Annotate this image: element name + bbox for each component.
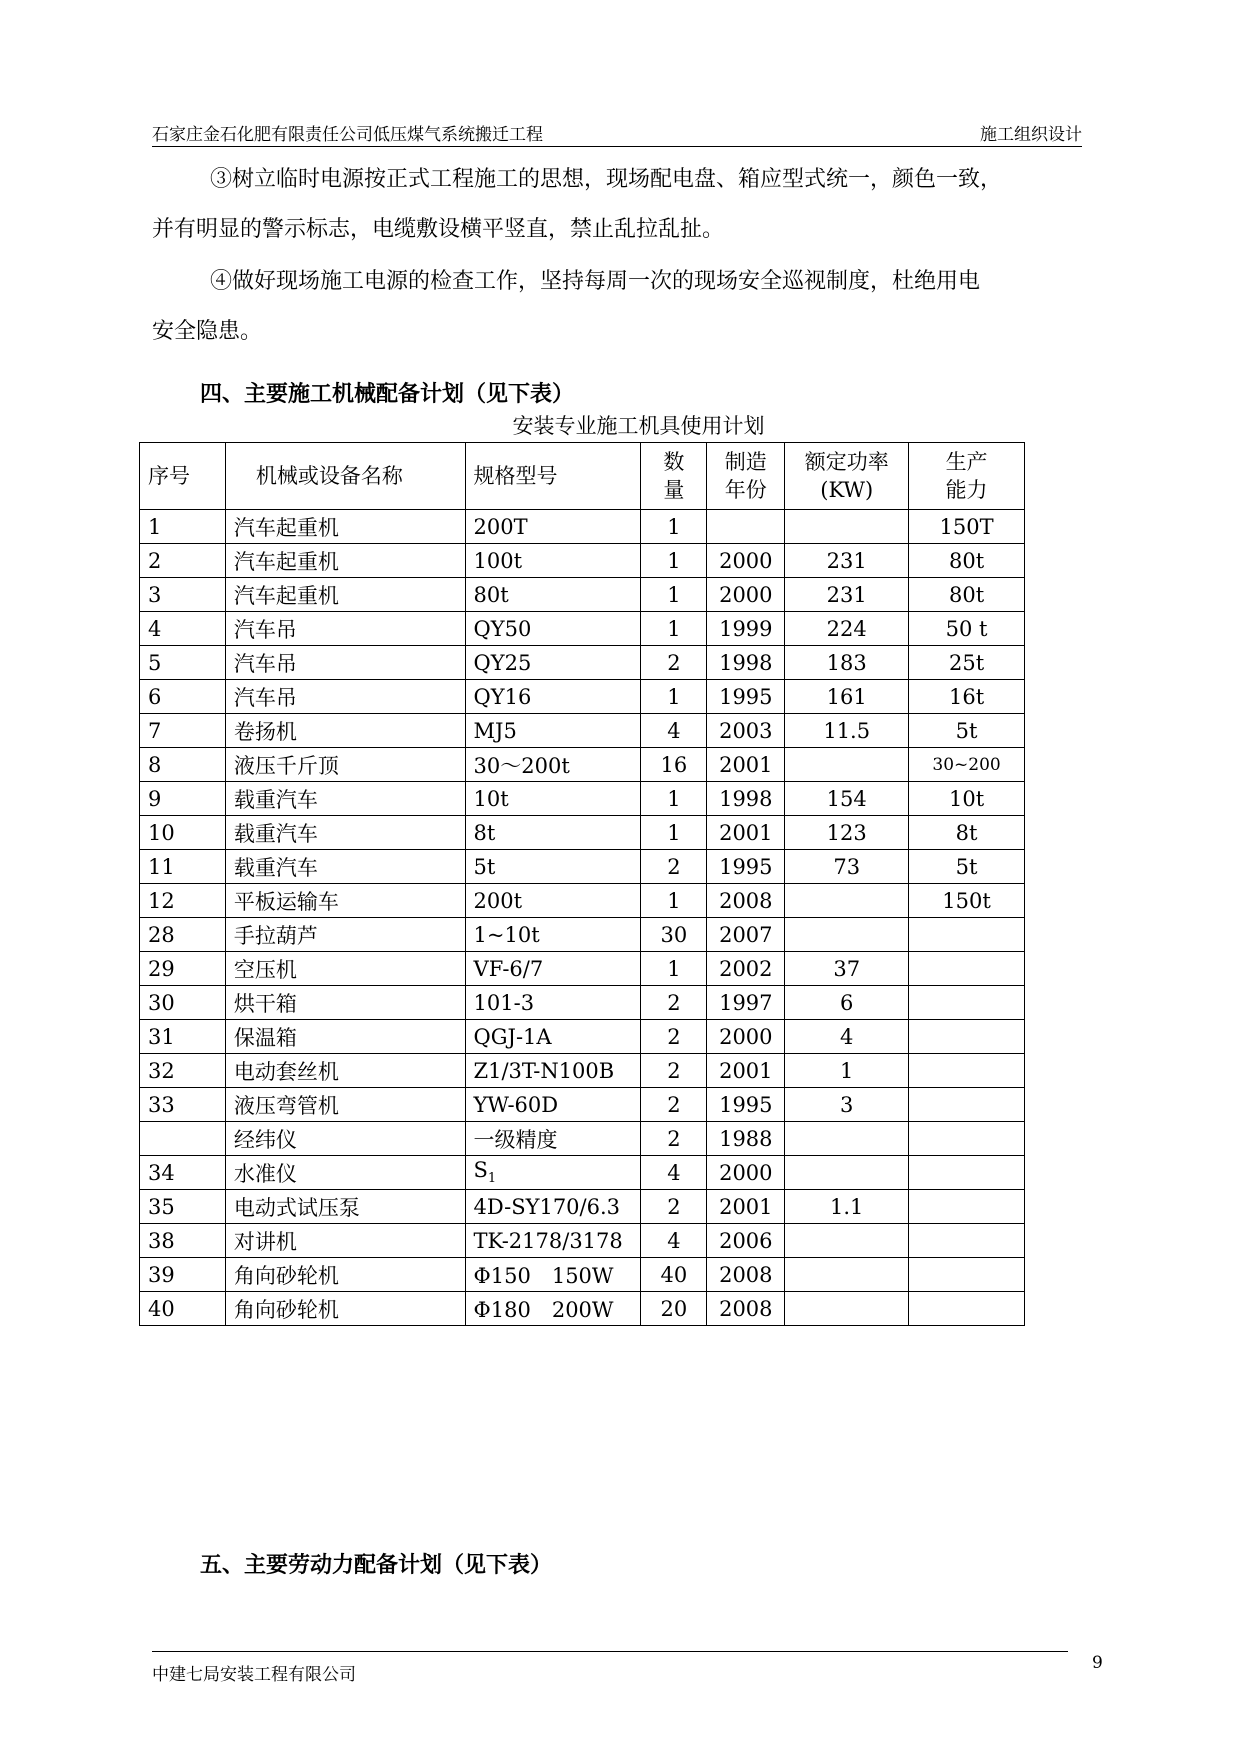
cell-spec: 4D-SY170/6.3 <box>465 1190 641 1224</box>
cell-name: 平板运输车 <box>225 884 465 918</box>
cell-year: 2001 <box>707 1054 785 1088</box>
header-name: 机械或设备名称 <box>225 443 465 510</box>
cell-power <box>785 1224 909 1258</box>
cell-spec: QY50 <box>465 612 641 646</box>
cell-spec: QY16 <box>465 680 641 714</box>
cell-capacity <box>909 1020 1025 1054</box>
cell-qty: 40 <box>641 1258 707 1292</box>
header-spec: 规格型号 <box>465 443 641 510</box>
cell-qty: 30 <box>641 918 707 952</box>
cell-no: 34 <box>140 1156 226 1190</box>
cell-year: 1995 <box>707 680 785 714</box>
cell-power <box>785 1156 909 1190</box>
cell-year: 2008 <box>707 1292 785 1326</box>
cell-capacity: 5t <box>909 850 1025 884</box>
cell-no: 31 <box>140 1020 226 1054</box>
cell-spec: 100t <box>465 544 641 578</box>
cell-no: 1 <box>140 510 226 544</box>
table-row <box>140 714 1025 748</box>
paragraph-3 <box>152 155 1092 255</box>
table-row <box>140 544 1025 578</box>
cell-name: 液压弯管机 <box>225 1088 465 1122</box>
cell-year: 2003 <box>707 714 785 748</box>
cell-year: 2000 <box>707 578 785 612</box>
cell-power <box>785 1122 909 1156</box>
cell-no: 32 <box>140 1054 226 1088</box>
cell-spec: 1~10t <box>465 918 641 952</box>
cell-name: 汽车起重机 <box>225 544 465 578</box>
cell-power: 224 <box>785 612 909 646</box>
cell-capacity: 8t <box>909 816 1025 850</box>
cell-spec: 一级精度 <box>465 1122 641 1156</box>
cell-no: 29 <box>140 952 226 986</box>
cell-qty: 2 <box>641 1020 707 1054</box>
cell-year: 2008 <box>707 1258 785 1292</box>
cell-qty: 16 <box>641 748 707 782</box>
cell-qty: 2 <box>641 1122 707 1156</box>
cell-qty: 2 <box>641 986 707 1020</box>
cell-year: 1997 <box>707 986 785 1020</box>
cell-name: 汽车起重机 <box>225 510 465 544</box>
table-row <box>140 510 1025 544</box>
cell-name: 烘干箱 <box>225 986 465 1020</box>
cell-year: 1999 <box>707 612 785 646</box>
table-row <box>140 782 1025 816</box>
cell-name: 对讲机 <box>225 1224 465 1258</box>
equipment-table <box>139 442 1025 1326</box>
cell-no: 28 <box>140 918 226 952</box>
cell-qty: 20 <box>641 1292 707 1326</box>
cell-spec: 8t <box>465 816 641 850</box>
header-project-title: 石家庄金石化肥有限责任公司低压煤气系统搬迁工程 <box>152 125 543 145</box>
cell-capacity: 30~200 <box>909 748 1025 782</box>
cell-qty: 1 <box>641 680 707 714</box>
section-4-heading: 四、主要施工机械配备计划（见下表） <box>200 381 575 407</box>
page-footer <box>152 1651 1068 1685</box>
cell-qty: 4 <box>641 714 707 748</box>
cell-capacity <box>909 952 1025 986</box>
table-row <box>140 1088 1025 1122</box>
table-row <box>140 918 1025 952</box>
table-row <box>140 646 1025 680</box>
paragraph-4-line1: ④做好现场施工电源的检查工作，坚持每周一次的现场安全巡视制度，杜绝用电 <box>210 269 981 294</box>
header-qty: 数 量 <box>641 443 707 510</box>
table-row <box>140 952 1025 986</box>
table-header-row <box>140 443 1025 510</box>
cell-no: 30 <box>140 986 226 1020</box>
cell-power <box>785 1292 909 1326</box>
paragraph-4 <box>152 257 1092 357</box>
cell-spec: 30～200t <box>465 748 641 782</box>
cell-qty: 1 <box>641 544 707 578</box>
cell-name: 卷扬机 <box>225 714 465 748</box>
cell-spec: YW-60D <box>465 1088 641 1122</box>
cell-name: 汽车起重机 <box>225 578 465 612</box>
cell-year: 2001 <box>707 1190 785 1224</box>
cell-no: 5 <box>140 646 226 680</box>
cell-year: 1998 <box>707 782 785 816</box>
cell-capacity: 5t <box>909 714 1025 748</box>
cell-no: 3 <box>140 578 226 612</box>
page-number: 9 <box>1092 1653 1103 1673</box>
cell-no: 12 <box>140 884 226 918</box>
table-row <box>140 578 1025 612</box>
cell-qty: 1 <box>641 884 707 918</box>
cell-power: 183 <box>785 646 909 680</box>
cell-no: 4 <box>140 612 226 646</box>
table-row <box>140 612 1025 646</box>
cell-spec: Z1/3T-N100B <box>465 1054 641 1088</box>
cell-name: 水准仪 <box>225 1156 465 1190</box>
cell-no: 8 <box>140 748 226 782</box>
table-row <box>140 884 1025 918</box>
paragraph-3-line1: ③树立临时电源按正式工程施工的思想，现场配电盘、箱应型式统一，颜色一致， <box>210 167 1003 192</box>
cell-spec: Φ180 200W <box>465 1292 641 1326</box>
cell-no: 39 <box>140 1258 226 1292</box>
cell-name: 角向砂轮机 <box>225 1292 465 1326</box>
cell-no: 2 <box>140 544 226 578</box>
cell-power: 1.1 <box>785 1190 909 1224</box>
paragraph-4-line2: 安全隐患。 <box>152 319 263 344</box>
section-5-heading: 五、主要劳动力配备计划（见下表） <box>200 1552 553 1578</box>
cell-power: 11.5 <box>785 714 909 748</box>
cell-name: 液压千斤顶 <box>225 748 465 782</box>
cell-name: 空压机 <box>225 952 465 986</box>
cell-no: 38 <box>140 1224 226 1258</box>
cell-no: 7 <box>140 714 226 748</box>
cell-power: 37 <box>785 952 909 986</box>
cell-spec: MJ5 <box>465 714 641 748</box>
cell-power: 231 <box>785 544 909 578</box>
cell-year: 1988 <box>707 1122 785 1156</box>
cell-power: 161 <box>785 680 909 714</box>
cell-name: 经纬仪 <box>225 1122 465 1156</box>
cell-capacity <box>909 1156 1025 1190</box>
cell-no: 9 <box>140 782 226 816</box>
cell-name: 载重汽车 <box>225 782 465 816</box>
cell-name: 汽车吊 <box>225 646 465 680</box>
cell-spec: $S_1$ <box>465 1156 641 1190</box>
cell-name: 电动式试压泵 <box>225 1190 465 1224</box>
cell-capacity <box>909 1190 1025 1224</box>
table-row <box>140 748 1025 782</box>
cell-year: 2001 <box>707 816 785 850</box>
table-row <box>140 680 1025 714</box>
cell-power <box>785 884 909 918</box>
cell-power: 3 <box>785 1088 909 1122</box>
table-row <box>140 1224 1025 1258</box>
cell-no: 35 <box>140 1190 226 1224</box>
cell-no: 40 <box>140 1292 226 1326</box>
cell-power: 154 <box>785 782 909 816</box>
cell-name: 载重汽车 <box>225 816 465 850</box>
cell-name: 手拉葫芦 <box>225 918 465 952</box>
cell-qty: 1 <box>641 782 707 816</box>
cell-spec: Φ150 150W <box>465 1258 641 1292</box>
header-capacity: 生产 能力 <box>909 443 1025 510</box>
cell-power: 231 <box>785 578 909 612</box>
cell-spec: VF-6/7 <box>465 952 641 986</box>
cell-name: 载重汽车 <box>225 850 465 884</box>
cell-qty: 2 <box>641 1054 707 1088</box>
cell-name: 角向砂轮机 <box>225 1258 465 1292</box>
cell-year: 2002 <box>707 952 785 986</box>
cell-qty: 1 <box>641 510 707 544</box>
cell-capacity <box>909 1258 1025 1292</box>
table-row <box>140 1258 1025 1292</box>
cell-qty: 2 <box>641 850 707 884</box>
cell-spec: 101-3 <box>465 986 641 1020</box>
cell-capacity: 50 t <box>909 612 1025 646</box>
cell-power: 4 <box>785 1020 909 1054</box>
table-row <box>140 1054 1025 1088</box>
cell-capacity: 150t <box>909 884 1025 918</box>
cell-year: 2000 <box>707 1020 785 1054</box>
cell-power: 123 <box>785 816 909 850</box>
cell-qty: 4 <box>641 1156 707 1190</box>
cell-qty: 1 <box>641 952 707 986</box>
cell-year: 2000 <box>707 1156 785 1190</box>
cell-year: 2001 <box>707 748 785 782</box>
cell-no: 6 <box>140 680 226 714</box>
table-row <box>140 1292 1025 1326</box>
cell-capacity <box>909 1122 1025 1156</box>
cell-capacity <box>909 918 1025 952</box>
cell-capacity: 80t <box>909 544 1025 578</box>
cell-year: 2006 <box>707 1224 785 1258</box>
cell-power: 6 <box>785 986 909 1020</box>
cell-power: 73 <box>785 850 909 884</box>
cell-name: 保温箱 <box>225 1020 465 1054</box>
cell-spec: QY25 <box>465 646 641 680</box>
cell-spec: 200T <box>465 510 641 544</box>
footer-company: 中建七局安装工程有限公司 <box>152 1665 356 1685</box>
page-header <box>152 118 1082 147</box>
cell-capacity <box>909 1292 1025 1326</box>
cell-name: 电动套丝机 <box>225 1054 465 1088</box>
cell-qty: 1 <box>641 612 707 646</box>
cell-qty: 2 <box>641 1088 707 1122</box>
cell-qty: 4 <box>641 1224 707 1258</box>
cell-capacity: 25t <box>909 646 1025 680</box>
cell-year: 1995 <box>707 850 785 884</box>
cell-year: 2008 <box>707 884 785 918</box>
cell-capacity <box>909 1088 1025 1122</box>
cell-spec: QGJ-1A <box>465 1020 641 1054</box>
cell-no: 11 <box>140 850 226 884</box>
cell-no: 10 <box>140 816 226 850</box>
header-no: 序号 <box>140 443 226 510</box>
cell-qty: 2 <box>641 1190 707 1224</box>
table-row <box>140 850 1025 884</box>
cell-qty: 2 <box>641 646 707 680</box>
cell-capacity <box>909 1054 1025 1088</box>
header-year: 制造 年份 <box>707 443 785 510</box>
cell-capacity: 80t <box>909 578 1025 612</box>
cell-name: 汽车吊 <box>225 612 465 646</box>
table-row <box>140 1156 1025 1190</box>
cell-qty: 1 <box>641 578 707 612</box>
cell-capacity: 150T <box>909 510 1025 544</box>
table-caption: 安装专业施工机具使用计划 <box>512 414 765 438</box>
cell-no: 33 <box>140 1088 226 1122</box>
cell-spec: 200t <box>465 884 641 918</box>
cell-capacity <box>909 986 1025 1020</box>
cell-year: 1995 <box>707 1088 785 1122</box>
cell-year: 1998 <box>707 646 785 680</box>
cell-spec: 80t <box>465 578 641 612</box>
cell-spec: TK-2178/3178 <box>465 1224 641 1258</box>
cell-power <box>785 510 909 544</box>
cell-capacity <box>909 1224 1025 1258</box>
cell-spec: 5t <box>465 850 641 884</box>
cell-power <box>785 1258 909 1292</box>
table-row <box>140 986 1025 1020</box>
cell-no <box>140 1122 226 1156</box>
cell-name: 汽车吊 <box>225 680 465 714</box>
paragraph-3-line2: 并有明显的警示标志，电缆敷设横平竖直，禁止乱拉乱扯。 <box>152 217 725 242</box>
cell-capacity: 16t <box>909 680 1025 714</box>
header-power: 额定功率 (KW) <box>785 443 909 510</box>
cell-power <box>785 748 909 782</box>
cell-capacity: 10t <box>909 782 1025 816</box>
table-row <box>140 1020 1025 1054</box>
cell-power <box>785 918 909 952</box>
header-document-type: 施工组织设计 <box>980 125 1082 145</box>
cell-year <box>707 510 785 544</box>
table-row <box>140 1190 1025 1224</box>
cell-year: 2007 <box>707 918 785 952</box>
table-row <box>140 1122 1025 1156</box>
table-row <box>140 816 1025 850</box>
cell-power: 1 <box>785 1054 909 1088</box>
cell-year: 2000 <box>707 544 785 578</box>
cell-qty: 1 <box>641 816 707 850</box>
cell-spec: 10t <box>465 782 641 816</box>
